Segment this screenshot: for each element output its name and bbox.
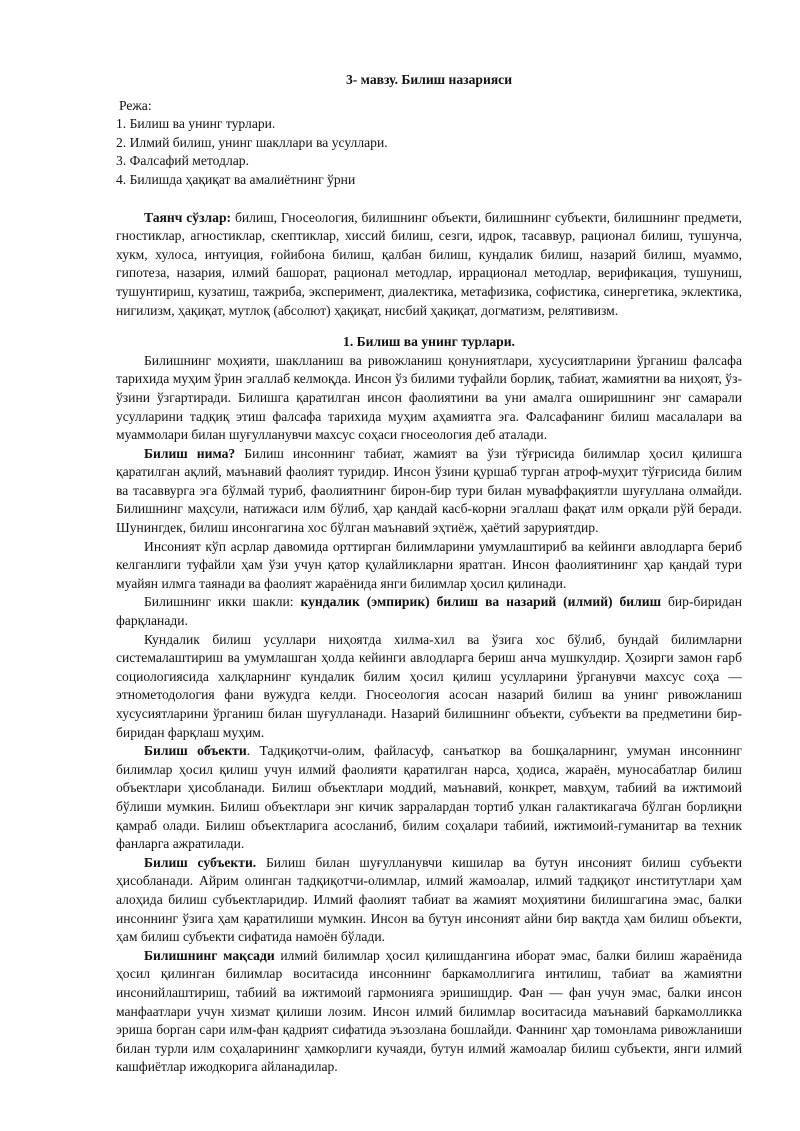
paragraph-6 [116,742,742,854]
plan-list [116,115,742,189]
document-title: 3- мавзу. Билиш назарияси [345,72,513,87]
paragraph-8-lead: Билишнинг мақсади [144,947,275,963]
keywords-label: Таянч сўзлар: [144,209,232,225]
keywords-text: билиш, Гносеология, билишнинг объекти, билишнинг субъекти, билишнинг предмети, гностиклар, агностиклар, скептиклар, хиссий билиш, сезги, идрок, тасаввур, рационал билиш, тушунча, хукм, хулоса, интуиция, ғойибона билиш, қалбан билиш, кундалик билиш, назарий билиш, муаммо, гипотеза, назария, илмий башорат, рационал методлар, иррационал методлар, верификация, тушуниш, тушунтириш, кузатиш, тажриба, эксперимент, диалектика, метафизика, софистика, синергетика, эклектика, нигилизм, ҳақиқат, мутлоқ (абсолют) ҳақиқат, нисбий ҳақиқат, догматизм, релятивизм. [116,209,742,318]
paragraph-2-text: Билиш инсоннинг табиат, жамият ва ўзи тўғрисида билимлар ҳосил қилишга қаратилган ақлий, маънавий фаолият туридир. Инсон ўзини қуршаб турган атроф-муҳит тўғрисида билим ва тасаввурга эга бўлмай туриб, фаолиятнинг бирон-бир тури билан муваффақиятли шуғуллана олмайди. Билишнинг маҳсули, натижаси илм бўлиб, ҳар қандай касб-корни эгаллаш фақат илм орқали рўй беради. Шунингдек, билиш инсонгагина хос бўлган маънавий эҳтиёж, ҳаётий заруриятдир. [116,445,742,536]
paragraph-7-text: Билиш билан шуғулланувчи кишилар ва бутун инсоният билиш субъекти ҳисобланади. Айрим олинган тадқиқотчи-олимлар, илмий жамоалар, илмий тадқиқот институтлари ҳам алоҳида билиш субъектларидир. Илмий фаолият табиат ва жамият моҳиятини билишгагина эмас, балки инсоннинг ўзига ҳам қаратилиши мумкин. Инсон ва бутун инсоният айни бир вақтда ҳам билиш объекти, ҳам билиш субъекти сифатида намоён бўлади. [116,854,742,945]
paragraph-4 [116,593,742,630]
plan-label: Режа: [119,97,152,113]
plan-item: 3. Фалсафий методлар. [116,153,249,169]
paragraph-8-text: илмий билимлар ҳосил қилишдангина иборат эмас, балки билиш жараёнида ҳосил қилинган билимлар воситасида инсоннинг баркамоллигига интилиш, табиат ва жамиятни инсонийлаштириш, табиий ва ижтимоий гармонияга эришишдир. Фан — фан учун эмас, балки инсон манфаатлари учун хизмат қилиши лозим. Инсон илмий билимлар воситасида маънавий баркамолликка эриша борган сари илм-фан қадрият сифатида эъзозлана бошлайди. Фаннинг ҳар томонлама ривожланиши билан турли илм соҳаларининг ҳамкорлиги кучаяди, бутун илмий жамоалар билиш субъекти, янги илмий кашфиётлар ижодкорига айланадилар. [116,947,742,1075]
keywords-paragraph [116,209,742,321]
paragraph-7-lead: Билиш субъекти. [144,854,257,870]
paragraph-3: Инсоният кўп асрлар давомида орттирган билимларини умумлаштириб ва кейинги авлодларга бериб келганлиги туфайли ҳам ўзи учун қатор қулайликларни яратган. Инсон фаолиятининг ҳар қандай тури муайян илмга таянади ва фаолият жараёнида янги билимлар ҳосил қилинади. [116,538,742,591]
paragraph-5: Кундалик билиш усуллари ниҳоятда хилма-хил ва ўзига хос бўлиб, бундай билимларни системалаштириш ва умумлашган ҳолда кейинги авлодларга бериш анча мушкулдир. Ҳозирги замон ғарб социологиясида халқларнинг кундалик билим ҳосил қилиш усулларини ўрганувчи махсус соҳа — этнометодология фани вужудга келди. Гносеология асосан назарий билиш ва унинг ривожланиш хусусиятларини ўрганиш билан шуғулланади. Назарий билишнинг объекти, субъекти ва предметини бир-биридан фарқлаш муҳим. [116,631,742,740]
paragraph-6-text: . Тадқиқотчи-олим, файласуф, санъаткор ва бошқаларнинг, умуман инсоннинг билимлар ҳосил қилиш учун илмий фаолияти қаратилган нарса, ҳодиса, жараён, муносабатлар билиш объектлари ҳисобланади. Билиш объектлари моддий, маънавий, конкрет, мавҳум, табиий ва ижтимоий бўлиши мумкин. Билиш объектлари энг кичик зарралардан тортиб улкан галактикагача бўлган борлиқни қамраб олади. Билиш объектларига асосланиб, билим соҳалари табиий, ижтимоий-гуманитар ва техник фанларга ажратилади. [116,743,742,852]
plan-item: 2. Илмий билиш, унинг шакллари ва усуллари. [116,134,388,150]
paragraph-4-pre: Билишнинг икки шакли: [144,594,301,610]
paragraph-6-lead: Билиш объекти [144,743,247,759]
plan-item: 4. Билишда ҳақиқат ва амалиётнинг ўрни [116,171,356,187]
paragraph-8 [116,947,742,1077]
section-title: 1. Билиш ва унинг турлари. [343,334,515,350]
paragraph-4-bold: кундалик (эмпирик) билиш ва назарий (илмий) билиш [300,594,662,610]
paragraph-2 [116,445,742,538]
paragraph-2-lead: Билиш нима? [144,445,236,461]
paragraph-4-post: бир-биридан фарқланади. [116,594,742,629]
plan-item: 1. Билиш ва унинг турлари. [116,116,276,132]
paragraph-7 [116,854,742,947]
paragraph-1: Билишнинг моҳияти, шаклланиш ва ривожланиш қонуниятлари, хусусиятларини ўрганиш фалсафа тарихида муҳим ўрин эгаллаб келмоқда. Инсон ўз билими туфайли борлиқ, табиат, жамиятни ва ниҳоят, ўз-ўзини ўзгартиради. Билишга қаратилган инсон фаолиятини ва уни амалга оширишнинг энг самарали усулларини тадқиқ этиш фалсафа тарихида муҳим аҳамиятга эга. Фалсафанинг билиш масалалари ва муаммолари билан шуғулланувчи махсус соҳаси гносеология деб аталади. [116,352,742,443]
